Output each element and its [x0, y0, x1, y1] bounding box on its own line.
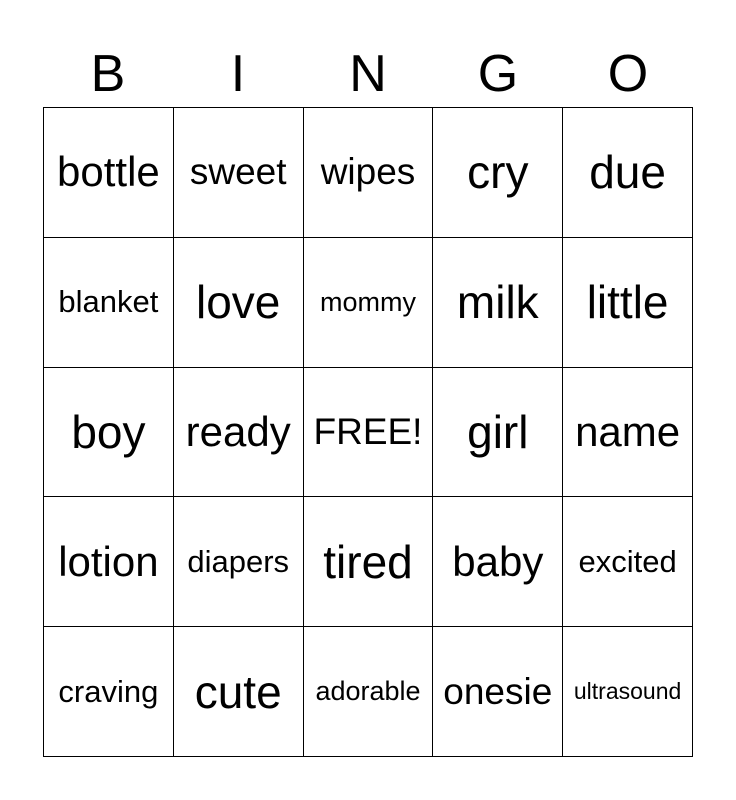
bingo-cell-r4-c2: diapers — [174, 497, 304, 627]
header-letter-n: N — [349, 45, 387, 103]
bingo-cell-r2-c1: blanket — [44, 238, 174, 368]
header-letter-g: G — [477, 45, 519, 103]
bingo-cell-r5-c5: ultrasound — [563, 627, 693, 757]
bingo-cell-r3-c4: girl — [433, 368, 563, 498]
bingo-cell-r4-c4: baby — [433, 497, 563, 627]
bingo-header — [43, 42, 693, 106]
bingo-cell-r3-c5: name — [563, 368, 693, 498]
header-letter-b: B — [90, 45, 126, 103]
header-letter-i: I — [230, 45, 246, 103]
bingo-cell-r1-c2: sweet — [174, 108, 304, 238]
bingo-cell-r5-c3: adorable — [304, 627, 434, 757]
bingo-cell-r1-c5: due — [563, 108, 693, 238]
bingo-cell-r2-c5: little — [563, 238, 693, 368]
header-letter-o: O — [607, 45, 649, 103]
bingo-cell-r5-c4: onesie — [433, 627, 563, 757]
bingo-cell-r3-c3: FREE! — [304, 368, 434, 498]
bingo-cell-r2-c4: milk — [433, 238, 563, 368]
bingo-cell-r4-c3: tired — [304, 497, 434, 627]
bingo-cell-r2-c2: love — [174, 238, 304, 368]
bingo-cell-r4-c1: lotion — [44, 497, 174, 627]
bingo-cell-r4-c5: excited — [563, 497, 693, 627]
bingo-cell-r5-c1: craving — [44, 627, 174, 757]
bingo-cell-r1-c3: wipes — [304, 108, 434, 238]
bingo-cell-r5-c2: cute — [174, 627, 304, 757]
bingo-cell-r3-c1: boy — [44, 368, 174, 498]
bingo-cell-r1-c1: bottle — [44, 108, 174, 238]
bingo-cell-r3-c2: ready — [174, 368, 304, 498]
bingo-grid — [43, 107, 693, 757]
bingo-cell-r1-c4: cry — [433, 108, 563, 238]
bingo-cell-r2-c3: mommy — [304, 238, 434, 368]
